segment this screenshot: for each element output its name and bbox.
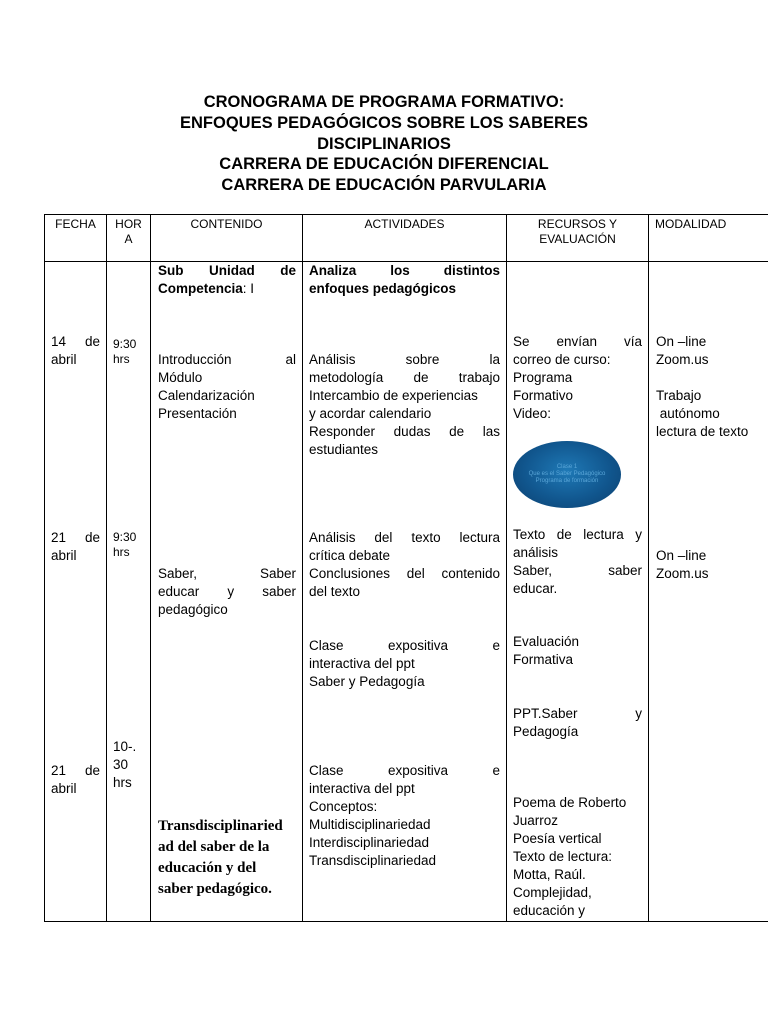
subunidad-text (158, 262, 296, 298)
resource-line: Motta, Raúl. (513, 867, 586, 882)
activity-line: Clase expositiva e (309, 763, 500, 778)
header-actividades: ACTIVIDADES (364, 217, 445, 231)
modality-line (656, 369, 766, 387)
resource-line: análisis (513, 545, 559, 560)
date-line: abril (51, 548, 77, 563)
hour-line: hrs (113, 775, 132, 790)
activity-line: Responder dudas de las (309, 424, 500, 439)
hour-line: hrs (113, 545, 130, 559)
column-divider (150, 214, 151, 922)
resource-line: PPT.Saber y (513, 706, 642, 721)
activity-line: Interdisciplinariedad (309, 835, 430, 850)
column-divider (648, 214, 649, 922)
resource-line: educación y (513, 903, 586, 918)
activity-line: Análisis sobre la (309, 352, 500, 367)
subunidad-bold: Competencia (158, 281, 243, 296)
header-contenido: CONTENIDO (190, 217, 263, 231)
activity-line: estudiantes (309, 442, 379, 457)
title-line: CRONOGRAMA DE PROGRAMA FORMATIVO: (203, 93, 565, 111)
activities-2 (309, 529, 500, 601)
resources-1 (513, 333, 642, 423)
resource-line: Poema de Roberto (513, 795, 627, 810)
activities-1 (309, 351, 500, 459)
modality-line: Zoom.us (656, 566, 709, 581)
resource-line: correo de curso: (513, 352, 611, 367)
content-line: Calendarización (158, 388, 255, 403)
content-line: educación y del (158, 860, 257, 876)
date-line: 14 de (51, 334, 100, 349)
activity-line: Análisis del texto lectura (309, 530, 500, 545)
column-divider (44, 214, 45, 922)
content-line: Saber, Saber (158, 566, 296, 581)
subunidad-line (158, 280, 296, 298)
resource-line: Complejidad, (513, 885, 592, 900)
activity-line: Saber y Pedagogía (309, 674, 425, 689)
resource-line: Programa (513, 370, 573, 385)
date-line: 21 de (51, 530, 100, 545)
resource-line: educar. (513, 581, 558, 596)
activities-3 (309, 637, 500, 691)
header-hora-line: A (124, 232, 133, 246)
activity-line: Conclusiones del contenido (309, 566, 500, 581)
resource-line: Poesía vertical (513, 831, 602, 846)
header-fecha: FECHA (55, 217, 96, 231)
title-line: CARRERA DE EDUCACIÓN DIFERENCIAL (219, 155, 549, 174)
table-border-top (44, 214, 768, 215)
hour-1 (113, 337, 149, 367)
analiza-line: enfoques pedagógicos (309, 281, 457, 296)
date-line: abril (51, 352, 77, 367)
date-3 (51, 762, 100, 798)
content-2 (158, 565, 296, 619)
activity-line: interactiva del ppt (309, 781, 415, 796)
resource-line: Evaluación (513, 634, 580, 649)
content-line: ad del saber de la (158, 839, 270, 855)
activity-line: Conceptos: (309, 799, 378, 814)
hour-line: 9:30 (113, 530, 137, 544)
video-text-line: Que es el Saber Pedagógico (528, 471, 606, 477)
modality-line: Trabajo (656, 388, 702, 403)
hour-2 (113, 530, 149, 560)
modality-line: lectura de texto (656, 424, 749, 439)
header-recursos (507, 217, 648, 247)
modality-line: autónomo (656, 406, 720, 421)
activity-line: crítica debate (309, 548, 391, 563)
resource-line: Formativo (513, 388, 574, 403)
modality-1 (656, 333, 766, 441)
resource-line: Saber, saber (513, 563, 642, 578)
header-modalidad: MODALIDAD (655, 217, 727, 231)
date-line: abril (51, 781, 77, 796)
activity-line: metodología de trabajo (309, 370, 500, 385)
content-line: Introducción al (158, 352, 296, 367)
activity-line: Transdisciplinariedad (309, 853, 437, 868)
analiza-text (309, 262, 500, 298)
date-2 (51, 529, 100, 565)
hour-line: hrs (113, 352, 130, 366)
resource-line: Texto de lectura y (513, 527, 642, 542)
content-line: educar y saber (158, 584, 296, 599)
resource-line: Pedagogía (513, 724, 579, 739)
header-recursos-line: EVALUACIÓN (539, 232, 616, 246)
title-line: CARRERA DE EDUCACIÓN PARVULARIA (221, 176, 547, 195)
title-line: DISCIPLINARIOS (317, 134, 451, 153)
modality-line: On –line (656, 334, 707, 349)
video-text-line: Clase 1 (556, 464, 578, 470)
hour-line: 10-. (113, 739, 137, 754)
header-recursos-line: RECURSOS Y (537, 217, 618, 231)
hour-line: 9:30 (113, 337, 137, 351)
resource-line: Formativa (513, 652, 574, 667)
table-border-bottom (44, 921, 768, 922)
hour-3 (113, 738, 149, 792)
content-line: pedagógico (158, 602, 228, 617)
resource-line: Se envían vía (513, 334, 642, 349)
column-divider (506, 214, 507, 922)
resources-3 (513, 633, 642, 669)
video-text-line: Programa de formación (535, 478, 599, 484)
resource-line: Juarroz (513, 813, 559, 828)
activity-line: Multidisciplinariedad (309, 817, 431, 832)
activity-line: del texto (309, 584, 361, 599)
modality-2 (656, 547, 766, 583)
modality-line: Zoom.us (656, 352, 709, 367)
resources-4 (513, 705, 642, 741)
document-title (0, 92, 768, 196)
resources-2 (513, 526, 642, 598)
resource-line: Video: (513, 406, 552, 421)
subunidad-line: Sub Unidad de (158, 263, 296, 278)
video-thumbnail[interactable] (513, 441, 621, 508)
content-1 (158, 351, 296, 423)
activity-line: interactiva del ppt (309, 656, 415, 671)
resource-line: Texto de lectura: (513, 849, 613, 864)
activity-line: Intercambio de experiencias (309, 388, 478, 403)
content-line: Módulo (158, 370, 203, 385)
header-hora-line: HOR (115, 217, 142, 231)
subunidad-rest: : I (242, 281, 255, 296)
activities-4 (309, 762, 500, 870)
resources-5 (513, 794, 647, 920)
date-line: 21 de (51, 763, 100, 778)
content-line: Transdisciplinaried (158, 818, 283, 834)
header-hora (107, 217, 150, 247)
content-3 (158, 816, 300, 900)
analiza-line: Analiza los distintos (309, 263, 500, 278)
date-1 (51, 333, 100, 369)
column-divider (302, 214, 303, 922)
activity-line: Clase expositiva e (309, 638, 500, 653)
modality-line: On –line (656, 548, 707, 563)
column-divider (106, 214, 107, 922)
activity-line: y acordar calendario (309, 406, 432, 421)
hour-line: 30 (113, 757, 129, 772)
title-line: ENFOQUES PEDAGÓGICOS SOBRE LOS SABERES (180, 113, 588, 132)
content-line: saber pedagógico. (158, 881, 272, 897)
content-line: Presentación (158, 406, 237, 421)
